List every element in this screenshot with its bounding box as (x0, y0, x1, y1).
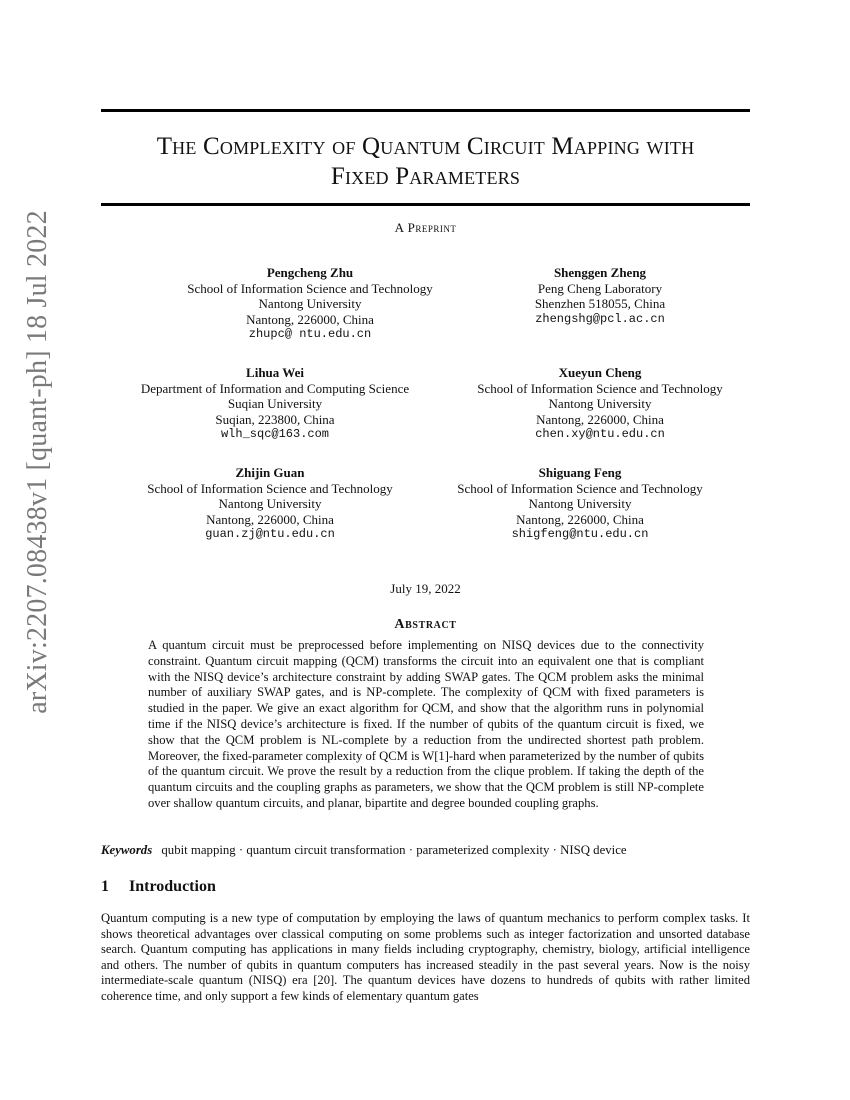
publication-date: July 19, 2022 (390, 581, 461, 596)
author-name: Lihua Wei (246, 365, 304, 380)
author-block (120, 465, 420, 543)
abstract-heading: Abstract (394, 617, 457, 632)
author-email: guan.zj@ntu.edu.cn (205, 527, 335, 541)
section-heading (101, 878, 216, 896)
introduction-paragraph: Quantum computing is a new type of computation by employing the laws of quantum mechanics to perform complex tasks. It shows theoretical advantages over classical computing on some problems such as integer factorization and unsorted database search. Quantum computing has applications in many fields including cryptography, chemistry, biology, artificial intelligence and others. The number of qubits in quantum computers has increased steadily in the past several years. Now is the noisy intermediate-scale quantum (NISQ) era [20]. The quantum devices have dozens to hundreds of qubits with rather limited coherence time, and only support a few kinds of elementary quantum gates (101, 911, 750, 1003)
author-location: Shenzhen 518055, China (534, 296, 666, 311)
author-block (440, 265, 760, 327)
author-location: Nantong, 226000, China (516, 511, 644, 527)
author-location: Nantong, 226000, China (206, 511, 334, 527)
author-institution: Nantong University (528, 496, 632, 511)
author-block (440, 365, 760, 443)
author-affiliation: School of Information Science and Technology (147, 480, 393, 496)
author-location: Nantong, 226000, China (246, 311, 374, 327)
title-top-rule (101, 109, 750, 112)
paper-title-line-2: Fixed Parameters (330, 163, 521, 190)
author-email: shigfeng@ntu.edu.cn (511, 527, 649, 541)
author-location: Suqian, 223800, China (215, 411, 335, 427)
author-block (430, 465, 730, 543)
author-name: Shenggen Zheng (553, 265, 647, 280)
preprint-label: A Preprint (394, 220, 457, 235)
author-institution: Nantong University (548, 396, 652, 411)
author-affiliation: School of Information Science and Technology (477, 380, 723, 396)
author-email: wlh_sqc@163.com (220, 427, 330, 441)
author-affiliation: Peng Cheng Laboratory (537, 280, 663, 296)
author-name: Xueyun Cheng (558, 365, 642, 380)
author-institution: Suqian University (227, 396, 323, 411)
arxiv-identifier-stamp: arXiv:2207.08438v1 [quant-ph] 18 Jul 2022 (22, 210, 53, 714)
author-institution: Nantong University (258, 296, 362, 311)
author-affiliation: Department of Information and Computing Science (140, 380, 410, 396)
keywords-label: Keywords (101, 843, 153, 857)
author-email: zhengshg@pcl.ac.cn (535, 311, 665, 326)
author-name: Pengcheng Zhu (266, 265, 354, 280)
section-number: 1 (101, 878, 109, 895)
title-bottom-rule (101, 203, 750, 206)
author-block (140, 265, 480, 343)
section-title: Introduction (129, 878, 216, 895)
author-email: chen.xy@ntu.edu.cn (535, 427, 665, 441)
keywords-line (101, 843, 750, 858)
author-affiliation: School of Information Science and Technology (187, 280, 433, 296)
author-block (120, 365, 430, 443)
author-name: Zhijin Guan (235, 465, 305, 480)
paper-title (101, 132, 750, 192)
author-name: Shiguang Feng (538, 465, 622, 480)
author-email: zhupc@ ntu.edu.cn (248, 327, 372, 341)
keywords-text: qubit mapping · quantum circuit transformation · parameterized complexity · NISQ device (161, 843, 627, 857)
author-location: Nantong, 226000, China (536, 411, 664, 427)
author-institution: Nantong University (218, 496, 322, 511)
paper-title-line-1: The Complexity of Quantum Circuit Mapping with (156, 133, 695, 160)
author-affiliation: School of Information Science and Technology (457, 480, 703, 496)
abstract-text: A quantum circuit must be preprocessed before implementing on NISQ devices due to the connectivity constraint. Quantum circuit mapping (QCM) transforms the circuit into an equivalent one that is compliant with the NISQ device’s architecture constraint by adding SWAP gates. The QCM problem asks the minimal number of auxiliary SWAP gates, and is NP-complete. The complexity of QCM with fixed parameters is studied in the paper. We give an exact algorithm for QCM, and show that the algorithm runs in polynomial time if the NISQ device’s architecture is fixed. If the number of qubits of the quantum circuit is fixed, we show that the QCM problem is NL-complete by a reduction from the undirected shortest path problem. Moreover, the fixed-parameter complexity of QCM is W[1]-hard when parameterized by the number of qubits of the quantum circuit. We prove the result by a reduction from the clique problem. If taking the depth of the quantum circuits and the coupling graphs as parameters, we show that the QCM problem is still NP-complete over shallow quantum circuits, and planar, bipartite and degree bounded coupling graphs. (148, 638, 704, 810)
